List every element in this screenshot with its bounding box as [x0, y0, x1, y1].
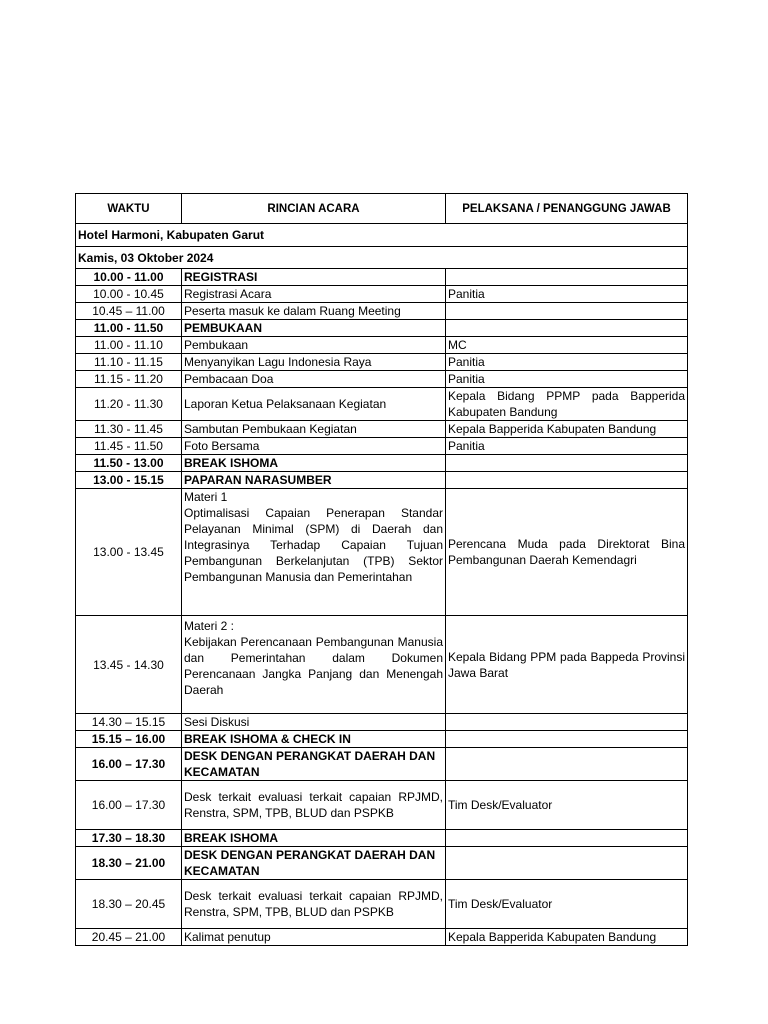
- row-detail: PEMBUKAAN: [182, 320, 446, 337]
- row-pic: Kepala Bapperida Kabupaten Bandung: [446, 421, 688, 438]
- row-time: 17.30 – 18.30: [76, 830, 182, 847]
- row-detail: Menyanyikan Lagu Indonesia Raya: [182, 354, 446, 371]
- agenda-row: [76, 286, 688, 303]
- row-pic: [446, 847, 688, 880]
- agenda-row: [76, 847, 688, 880]
- row-detail: REGISTRASI: [182, 269, 446, 286]
- agenda-row: [76, 781, 688, 830]
- row-detail: BREAK ISHOMA: [182, 830, 446, 847]
- row-time: 11.30 - 11.45: [76, 421, 182, 438]
- row-pic: Perencana Muda pada Direktorat Bina Pembangunan Daerah Kemendagri: [446, 489, 688, 616]
- row-detail: Pembukaan: [182, 337, 446, 354]
- row-pic: Panitia: [446, 286, 688, 303]
- row-pic: [446, 830, 688, 847]
- agenda-row: [76, 880, 688, 929]
- venue-label: Hotel Harmoni, Kabupaten Garut: [76, 224, 688, 247]
- row-pic: [446, 714, 688, 731]
- row-pic: [446, 748, 688, 781]
- row-time: 13.00 - 15.15: [76, 472, 182, 489]
- agenda-row: [76, 748, 688, 781]
- row-detail: Foto Bersama: [182, 438, 446, 455]
- row-time: 13.00 - 13.45: [76, 489, 182, 616]
- row-pic: MC: [446, 337, 688, 354]
- row-detail: Sambutan Pembukaan Kegiatan: [182, 421, 446, 438]
- agenda-row: [76, 354, 688, 371]
- agenda-table: [75, 193, 688, 946]
- row-pic: Panitia: [446, 371, 688, 388]
- row-detail: PAPARAN NARASUMBER: [182, 472, 446, 489]
- row-time: 16.00 – 17.30: [76, 781, 182, 830]
- row-detail: BREAK ISHOMA: [182, 455, 446, 472]
- row-time: 18.30 – 20.45: [76, 880, 182, 929]
- agenda-row: [76, 830, 688, 847]
- row-time: 11.45 - 11.50: [76, 438, 182, 455]
- row-detail: DESK DENGAN PERANGKAT DAERAH DAN KECAMATAN: [182, 847, 446, 880]
- row-pic: Kepala Bidang PPM pada Bappeda Provinsi Jawa Barat: [446, 616, 688, 714]
- agenda-row: [76, 489, 688, 616]
- header-time: WAKTU: [76, 194, 182, 224]
- row-detail: Desk terkait evaluasi terkait capaian RPJMD, Renstra, SPM, TPB, BLUD dan PSPKB: [182, 880, 446, 929]
- venue-row: [76, 224, 688, 247]
- date-row: [76, 247, 688, 269]
- row-time: 13.45 - 14.30: [76, 616, 182, 714]
- row-time: 15.15 – 16.00: [76, 731, 182, 748]
- agenda-row: [76, 303, 688, 320]
- agenda-row: [76, 438, 688, 455]
- row-time: 16.00 – 17.30: [76, 748, 182, 781]
- row-detail: DESK DENGAN PERANGKAT DAERAH DAN KECAMATAN: [182, 748, 446, 781]
- row-time: 20.45 – 21.00: [76, 929, 182, 946]
- agenda-row: [76, 929, 688, 946]
- agenda-row: [76, 421, 688, 438]
- row-time: 10.00 - 11.00: [76, 269, 182, 286]
- row-pic: Panitia: [446, 354, 688, 371]
- row-pic: Tim Desk/Evaluator: [446, 880, 688, 929]
- row-time: 11.00 - 11.10: [76, 337, 182, 354]
- row-time: 11.10 - 11.15: [76, 354, 182, 371]
- agenda-row: [76, 388, 688, 421]
- row-pic: [446, 303, 688, 320]
- row-detail: Sesi Diskusi: [182, 714, 446, 731]
- row-pic: [446, 320, 688, 337]
- row-detail: Pembacaan Doa: [182, 371, 446, 388]
- row-detail: Peserta masuk ke dalam Ruang Meeting: [182, 303, 446, 320]
- agenda-row: [76, 269, 688, 286]
- row-detail: Registrasi Acara: [182, 286, 446, 303]
- row-time: 11.00 - 11.50: [76, 320, 182, 337]
- row-detail: Kalimat penutup: [182, 929, 446, 946]
- row-detail: Desk terkait evaluasi terkait capaian RPJMD, Renstra, SPM, TPB, BLUD dan PSPKB: [182, 781, 446, 830]
- row-pic: Kepala Bidang PPMP pada Bapperida Kabupaten Bandung: [446, 388, 688, 421]
- row-time: 18.30 – 21.00: [76, 847, 182, 880]
- agenda-row: [76, 472, 688, 489]
- row-pic: Panitia: [446, 438, 688, 455]
- header-detail: RINCIAN ACARA: [182, 194, 446, 224]
- row-pic: [446, 731, 688, 748]
- row-time: 10.45 – 11.00: [76, 303, 182, 320]
- row-pic: Tim Desk/Evaluator: [446, 781, 688, 830]
- agenda-row: [76, 714, 688, 731]
- agenda-row: [76, 320, 688, 337]
- row-time: 11.15 - 11.20: [76, 371, 182, 388]
- header-pic: PELAKSANA / PENANGGUNG JAWAB: [446, 194, 688, 224]
- row-pic: [446, 455, 688, 472]
- agenda-row: [76, 455, 688, 472]
- row-time: 10.00 - 10.45: [76, 286, 182, 303]
- agenda-row: [76, 731, 688, 748]
- row-pic: Kepala Bapperida Kabupaten Bandung: [446, 929, 688, 946]
- row-detail: Laporan Ketua Pelaksanaan Kegiatan: [182, 388, 446, 421]
- row-detail: Materi 1 Optimalisasi Capaian Penerapan Standar Pelayanan Minimal (SPM) di Daerah dan Integrasinya Terhadap Capaian Tujuan Pembangunan Berkelanjutan (TPB) Sektor Pembangunan Manusia dan Pemerintahan: [182, 489, 446, 616]
- row-time: 11.20 - 11.30: [76, 388, 182, 421]
- row-detail: BREAK ISHOMA & CHECK IN: [182, 731, 446, 748]
- row-detail: Materi 2 : Kebijakan Perencanaan Pembangunan Manusia dan Pemerintahan dalam Dokumen Perencanaan Jangka Panjang dan Menengah Daerah: [182, 616, 446, 714]
- row-pic: [446, 472, 688, 489]
- row-time: 14.30 – 15.15: [76, 714, 182, 731]
- agenda-row: [76, 616, 688, 714]
- date-label: Kamis, 03 Oktober 2024: [76, 247, 688, 269]
- agenda-row: [76, 371, 688, 388]
- header-row: [76, 194, 688, 224]
- agenda-row: [76, 337, 688, 354]
- row-time: 11.50 - 13.00: [76, 455, 182, 472]
- row-pic: [446, 269, 688, 286]
